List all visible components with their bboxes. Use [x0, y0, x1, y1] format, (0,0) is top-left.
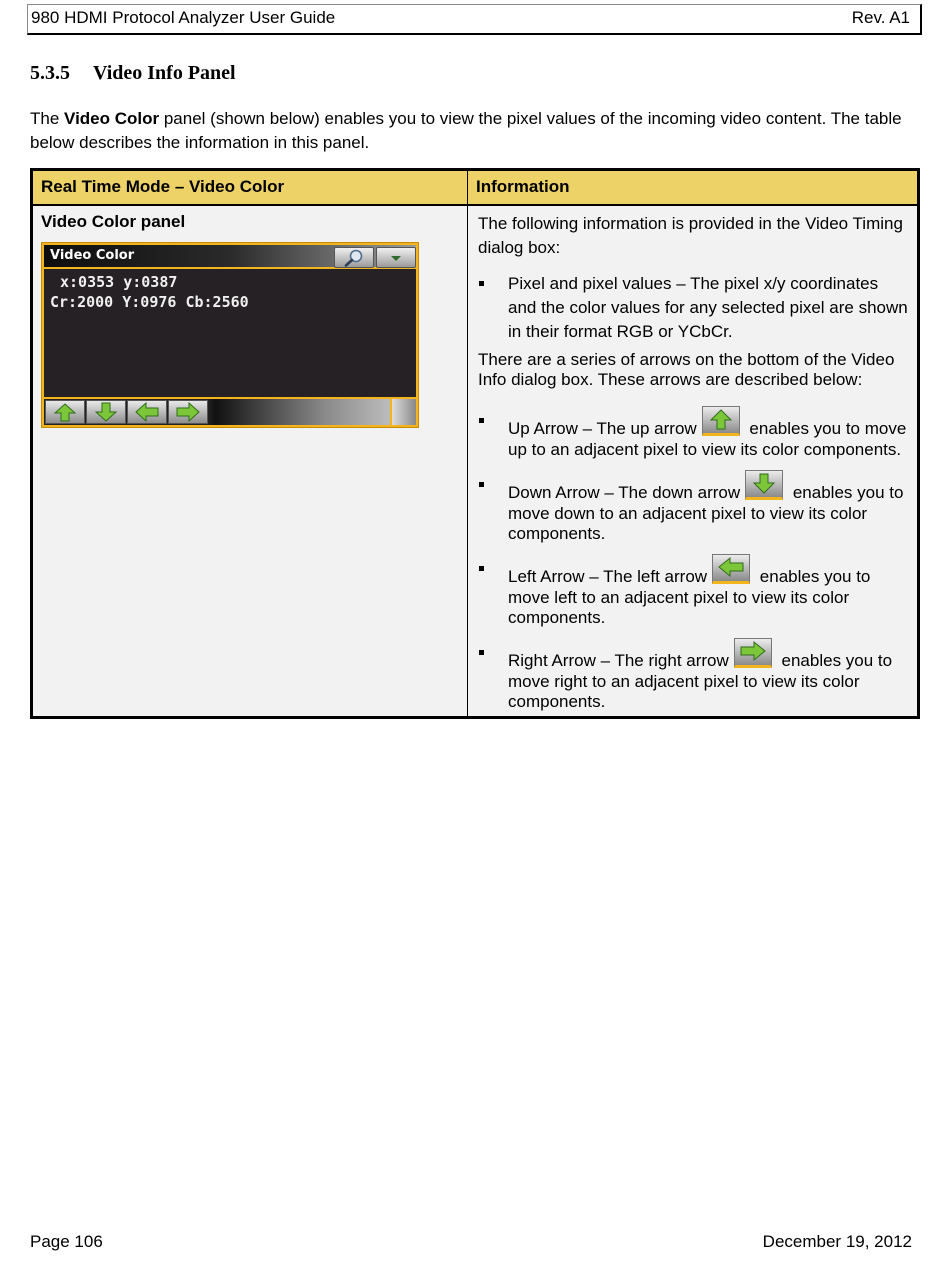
- panel-up-arrow-button[interactable]: [45, 400, 85, 424]
- bullet-left-arrow: [478, 558, 909, 628]
- page-footer: [30, 1232, 912, 1252]
- panel-titlebar: [44, 245, 416, 269]
- info-paragraph-1: The following information is provided in the Video Timing dialog box:: [478, 213, 903, 257]
- bullet-separator: –: [671, 273, 691, 293]
- down-arrow-icon: [94, 402, 118, 422]
- bullet-right-arrow: [478, 642, 909, 712]
- page-number: Page 106: [30, 1232, 103, 1251]
- bullet-up-arrow: [478, 410, 909, 460]
- bullet-intro: – The left arrow: [584, 566, 708, 586]
- info-table: [30, 168, 920, 719]
- bullet-term: Down Arrow: [508, 482, 600, 502]
- bullet-term: Left Arrow: [508, 566, 585, 586]
- right-arrow-icon: [175, 402, 201, 422]
- bullet-text: The pixel x/y coordinates and the color values for any selected pixel are shown in their format RGB or YCbCr.: [508, 273, 908, 341]
- bullet-down-arrow: [478, 474, 909, 544]
- table-row: [32, 205, 919, 718]
- down-arrow-icon: [745, 470, 783, 500]
- section-heading: [30, 62, 236, 85]
- zoom-search-button[interactable]: [334, 247, 374, 268]
- panel-down-arrow-button[interactable]: [86, 400, 126, 424]
- panel-left-arrow-button[interactable]: [127, 400, 167, 424]
- document-revision: Rev. A1: [851, 8, 910, 27]
- pixel-value-display: [44, 269, 416, 397]
- panel-title: Video Color: [50, 247, 135, 263]
- bullet-intro: – The down arrow: [599, 482, 741, 502]
- pixel-color-values: Cr:2000 Y:0976 Cb:2560: [50, 292, 249, 311]
- panel-right-arrow-button[interactable]: [168, 400, 208, 424]
- bullet-text: enables you to move up to an adjacent pixel to view its color components.: [508, 418, 907, 459]
- bullet-pixel-values: [478, 272, 909, 344]
- bullet-text: enables you to move left to an adjacent pixel to view its color components.: [508, 566, 871, 627]
- pixel-coordinates: x:0353 y:0387: [60, 272, 178, 291]
- table-header-row: [32, 170, 919, 205]
- chevron-down-icon: [377, 248, 415, 267]
- table-header-mode: Real Time Mode – Video Color: [32, 170, 468, 205]
- video-color-panel: [41, 242, 419, 428]
- panel-navigation-bar: [44, 397, 416, 425]
- intro-bold-term: Video Color: [64, 109, 160, 128]
- table-cell-left: [32, 205, 468, 718]
- panel-menu-button[interactable]: [376, 247, 416, 268]
- bullet-term: Pixel and pixel values: [508, 273, 672, 293]
- bullet-intro: – The right arrow: [595, 650, 729, 670]
- document-title: 980 HDMI Protocol Analyzer User Guide: [31, 8, 336, 27]
- table-header-information: Information: [468, 170, 919, 205]
- left-arrow-icon: [134, 402, 160, 422]
- cell-title: Video Color panel: [41, 211, 186, 231]
- intro-text-end: panel (shown below) enables you to view the pixel values of the incoming video content. The table below describes the information in this panel.: [30, 109, 902, 152]
- section-title: Video Info Panel: [93, 62, 236, 84]
- panel-scroll-handle[interactable]: [390, 399, 416, 425]
- info-paragraph-2: There are a series of arrows on the bottom of the Video Info dialog box. These arrows are described below:: [478, 349, 895, 389]
- right-arrow-icon: [734, 638, 772, 668]
- bullet-term: Right Arrow: [508, 650, 596, 670]
- left-arrow-icon: [712, 554, 750, 584]
- section-number: 5.3.5: [30, 62, 70, 84]
- intro-paragraph: [30, 107, 910, 155]
- bullet-intro: – The up arrow: [577, 418, 697, 438]
- table-cell-right: [468, 205, 919, 718]
- intro-text-start: The: [30, 109, 65, 128]
- bullet-text: enables you to move right to an adjacent pixel to view its color components.: [508, 650, 893, 711]
- up-arrow-icon: [702, 406, 740, 436]
- bullet-text: enables you to move down to an adjacent pixel to view its color components.: [508, 482, 904, 543]
- page-header: [27, 4, 922, 35]
- bullet-term: Up Arrow: [508, 418, 578, 438]
- up-arrow-icon: [53, 402, 77, 422]
- document-date: December 19, 2012: [762, 1232, 912, 1251]
- magnifier-icon: [335, 248, 373, 267]
